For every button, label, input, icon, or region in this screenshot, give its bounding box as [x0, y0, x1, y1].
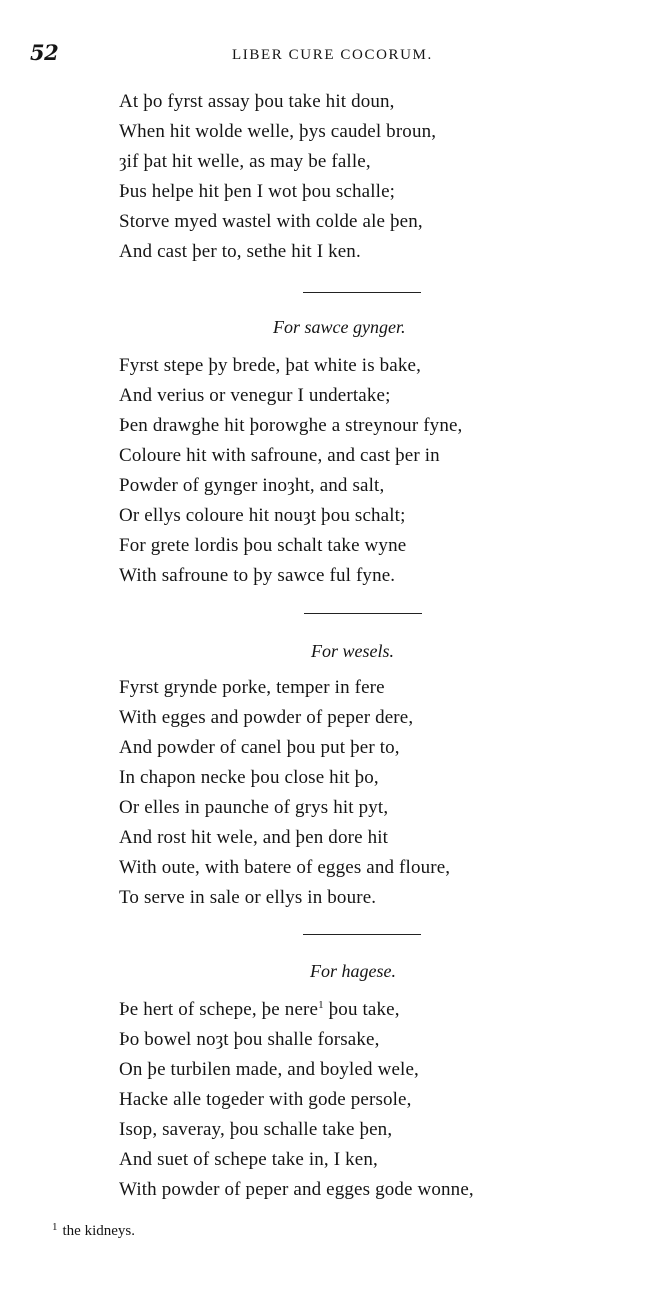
verse-line: ȝif þat hit welle, as may be falle, [119, 151, 371, 172]
verse-line: Fyrst grynde porke, temper in fere [119, 677, 385, 698]
running-head: LIBER CURE COCORUM. [232, 47, 433, 63]
verse-line: Þus helpe hit þen I wot þou schalle; [119, 181, 396, 202]
page-number: 52 [30, 40, 59, 65]
verse-line: And rost hit wele, and þen dore hit [119, 827, 389, 848]
recipe-heading: For wesels. [311, 641, 394, 661]
verse-line: And suet of schepe take in, I ken, [119, 1149, 378, 1170]
verse-line: In chapon necke þou close hit þo, [119, 767, 379, 788]
verse-line: For grete lordis þou schalt take wyne [119, 535, 407, 556]
section-divider [303, 934, 421, 935]
verse-line: Fyrst stepe þy brede, þat white is bake, [119, 355, 422, 376]
verse-line: And cast þer to, sethe hit I ken. [119, 241, 361, 262]
verse-line: Or ellys coloure hit nouȝt þou schalt; [119, 505, 406, 526]
verse-line: Storve myed wastel with colde ale þen, [119, 211, 423, 232]
verse-line: With safroune to þy sawce ful fyne. [119, 565, 396, 586]
footnote-mark: 1 [52, 1221, 58, 1233]
verse-line: Þen drawghe hit þorowghe a streynour fyne, [119, 415, 463, 436]
verse-line [119, 999, 400, 1021]
verse-line: On þe turbilen made, and boyled wele, [119, 1059, 419, 1080]
verse-line: With oute, with batere of egges and floure, [119, 857, 451, 878]
recipe-heading: For hagese. [310, 961, 396, 981]
verse-line: Isop, saveray, þou schalle take þen, [119, 1119, 393, 1140]
footnote-text: the kidneys. [62, 1223, 135, 1239]
verse-line: Hacke alle togeder with gode persole, [119, 1089, 412, 1110]
section-divider [304, 613, 422, 614]
verse-line: With egges and powder of peper dere, [119, 707, 414, 728]
verse-line: When hit wolde welle, þys caudel broun, [119, 121, 437, 142]
section-divider [303, 292, 421, 293]
verse-line: At þo fyrst assay þou take hit doun, [119, 91, 395, 112]
verse-line: Coloure hit with safroune, and cast þer in [119, 445, 440, 466]
verse-line: And verius or venegur I undertake; [119, 385, 391, 406]
verse-line: Or elles in paunche of grys hit pyt, [119, 797, 389, 818]
verse-line: To serve in sale or ellys in boure. [119, 887, 377, 908]
verse-text: Þe hert of schepe, þe nere [119, 999, 319, 1020]
verse-text: þou take, [323, 999, 400, 1020]
verse-line: With powder of peper and egges gode wonne, [119, 1179, 474, 1200]
footnote-marker: 1 [318, 999, 324, 1011]
verse-line: Þo bowel noȝt þou shalle forsake, [119, 1029, 380, 1050]
footnote [52, 1221, 135, 1240]
verse-line: And powder of canel þou put þer to, [119, 737, 400, 758]
verse-line: Powder of gynger inoȝht, and salt, [119, 475, 385, 496]
recipe-heading: For sawce gynger. [273, 317, 406, 337]
